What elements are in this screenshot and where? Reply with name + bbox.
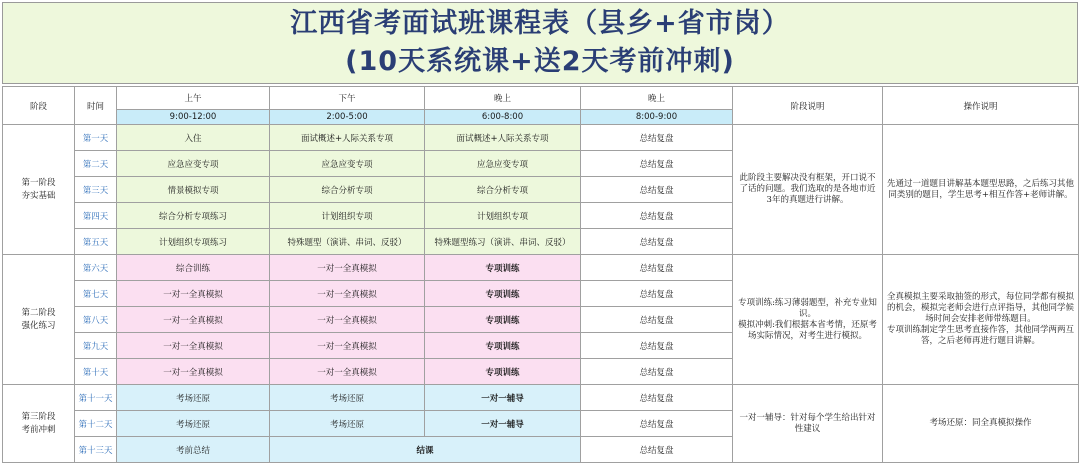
stage-1-name: 第一阶段 夯实基础 xyxy=(3,125,75,255)
afternoon-cell: 面试概述+人际关系专项 xyxy=(270,125,425,151)
evening-cell: 专项训练 xyxy=(425,359,581,385)
morning-cell: 考前总结 xyxy=(117,437,270,463)
review-cell: 总结复盘 xyxy=(581,151,733,177)
morning-cell: 一对一全真模拟 xyxy=(117,333,270,359)
evening-cell: 专项训练 xyxy=(425,307,581,333)
day-label: 第三天 xyxy=(75,177,117,203)
afternoon-cell: 一对一全真模拟 xyxy=(270,281,425,307)
evening-cell: 专项训练 xyxy=(425,333,581,359)
review-cell: 总结复盘 xyxy=(581,281,733,307)
evening-cell: 一对一辅导 xyxy=(425,411,581,437)
day-label: 第八天 xyxy=(75,307,117,333)
morning-cell: 情景模拟专项 xyxy=(117,177,270,203)
header-op-desc: 操作说明 xyxy=(883,87,1079,125)
morning-cell: 综合分析专项练习 xyxy=(117,203,270,229)
graduation-cell: 结课 xyxy=(270,437,581,463)
day-label: 第一天 xyxy=(75,125,117,151)
review-cell: 总结复盘 xyxy=(581,255,733,281)
time-morning: 9:00-12:00 xyxy=(117,110,270,125)
afternoon-cell: 考场还原 xyxy=(270,385,425,411)
morning-cell: 应急应变专项 xyxy=(117,151,270,177)
time-evening-2: 8:00-9:00 xyxy=(581,110,733,125)
morning-cell: 一对一全真模拟 xyxy=(117,307,270,333)
stage-3-op: 考场还原：同全真模拟操作 xyxy=(883,385,1079,463)
table-row xyxy=(3,125,1079,151)
stage-3-desc: 一对一辅导：针对每个学生给出针对性建议 xyxy=(733,385,883,463)
afternoon-cell: 一对一全真模拟 xyxy=(270,359,425,385)
review-cell: 总结复盘 xyxy=(581,385,733,411)
header-morning: 上午 xyxy=(117,87,270,110)
stage-1-desc: 此阶段主要解决没有框架，开口说不了话的问题。我们选取的是各地市近3年的真题进行讲解。 xyxy=(733,125,883,255)
page-title: 江西省考面试班课程表（县乡+省市岗） xyxy=(290,8,790,39)
header-stage: 阶段 xyxy=(3,87,75,125)
afternoon-cell: 综合分析专项 xyxy=(270,177,425,203)
review-cell: 总结复盘 xyxy=(581,125,733,151)
morning-cell: 考场还原 xyxy=(117,411,270,437)
day-label: 第九天 xyxy=(75,333,117,359)
day-label: 第二天 xyxy=(75,151,117,177)
evening-cell: 综合分析专项 xyxy=(425,177,581,203)
page-subtitle: (10天系统课+送2天考前冲刺) xyxy=(345,46,735,77)
afternoon-cell: 一对一全真模拟 xyxy=(270,333,425,359)
evening-cell: 计划组织专项 xyxy=(425,203,581,229)
day-label: 第十三天 xyxy=(75,437,117,463)
evening-cell: 一对一辅导 xyxy=(425,385,581,411)
header-time: 时间 xyxy=(75,87,117,125)
evening-cell: 专项训练 xyxy=(425,255,581,281)
morning-cell: 综合训练 xyxy=(117,255,270,281)
header-evening-2: 晚上 xyxy=(581,87,733,110)
day-label: 第十一天 xyxy=(75,385,117,411)
review-cell: 总结复盘 xyxy=(581,307,733,333)
day-label: 第五天 xyxy=(75,229,117,255)
review-cell: 总结复盘 xyxy=(581,177,733,203)
evening-cell: 面试概述+人际关系专项 xyxy=(425,125,581,151)
afternoon-cell: 考场还原 xyxy=(270,411,425,437)
day-label: 第十二天 xyxy=(75,411,117,437)
afternoon-cell: 一对一全真模拟 xyxy=(270,307,425,333)
header-evening-1: 晚上 xyxy=(425,87,581,110)
morning-cell: 考场还原 xyxy=(117,385,270,411)
day-label: 第四天 xyxy=(75,203,117,229)
stage-2-name: 第二阶段 强化练习 xyxy=(3,255,75,385)
stage-2-op: 全真模拟主要采取抽签的形式，每位同学都有模拟的机会，模拟完老师会进行点评指导，其他同学候场时间会安排老师带练题目。 专项训练制定学生思考直接作答，其他同学两两互答，之后老师再进行题目讲解。 xyxy=(883,255,1079,385)
day-label: 第十天 xyxy=(75,359,117,385)
day-label: 第六天 xyxy=(75,255,117,281)
time-evening-1: 6:00-8:00 xyxy=(425,110,581,125)
table-row xyxy=(3,385,1079,411)
stage-1-op: 先通过一道题目讲解基本题型思路，之后练习其他同类别的题目，学生思考+相互作答+老师讲解。 xyxy=(883,125,1079,255)
evening-cell: 专项训练 xyxy=(425,281,581,307)
review-cell: 总结复盘 xyxy=(581,333,733,359)
afternoon-cell: 一对一全真模拟 xyxy=(270,255,425,281)
header-afternoon: 下午 xyxy=(270,87,425,110)
header-stage-desc: 阶段说明 xyxy=(733,87,883,125)
review-cell: 总结复盘 xyxy=(581,203,733,229)
evening-cell: 应急应变专项 xyxy=(425,151,581,177)
review-cell: 总结复盘 xyxy=(581,229,733,255)
evening-cell: 特殊题型练习（演讲、串词、反驳） xyxy=(425,229,581,255)
table-row xyxy=(3,255,1079,281)
morning-cell: 计划组织专项练习 xyxy=(117,229,270,255)
review-cell: 总结复盘 xyxy=(581,411,733,437)
time-afternoon: 2:00-5:00 xyxy=(270,110,425,125)
afternoon-cell: 特殊题型（演讲、串词、反驳） xyxy=(270,229,425,255)
schedule-table xyxy=(2,86,1079,463)
morning-cell: 一对一全真模拟 xyxy=(117,359,270,385)
stage-3-name: 第三阶段 考前冲刺 xyxy=(3,385,75,463)
morning-cell: 入住 xyxy=(117,125,270,151)
day-label: 第七天 xyxy=(75,281,117,307)
title-banner xyxy=(2,2,1078,84)
stage-2-desc: 专项训练:练习薄弱题型，补充专业知识。 模拟冲刺:我们根据本省考情，还原考场实际情况，对考生进行模拟。 xyxy=(733,255,883,385)
morning-cell: 一对一全真模拟 xyxy=(117,281,270,307)
afternoon-cell: 计划组织专项 xyxy=(270,203,425,229)
header-row xyxy=(3,87,1079,110)
review-cell: 总结复盘 xyxy=(581,437,733,463)
review-cell: 总结复盘 xyxy=(581,359,733,385)
afternoon-cell: 应急应变专项 xyxy=(270,151,425,177)
